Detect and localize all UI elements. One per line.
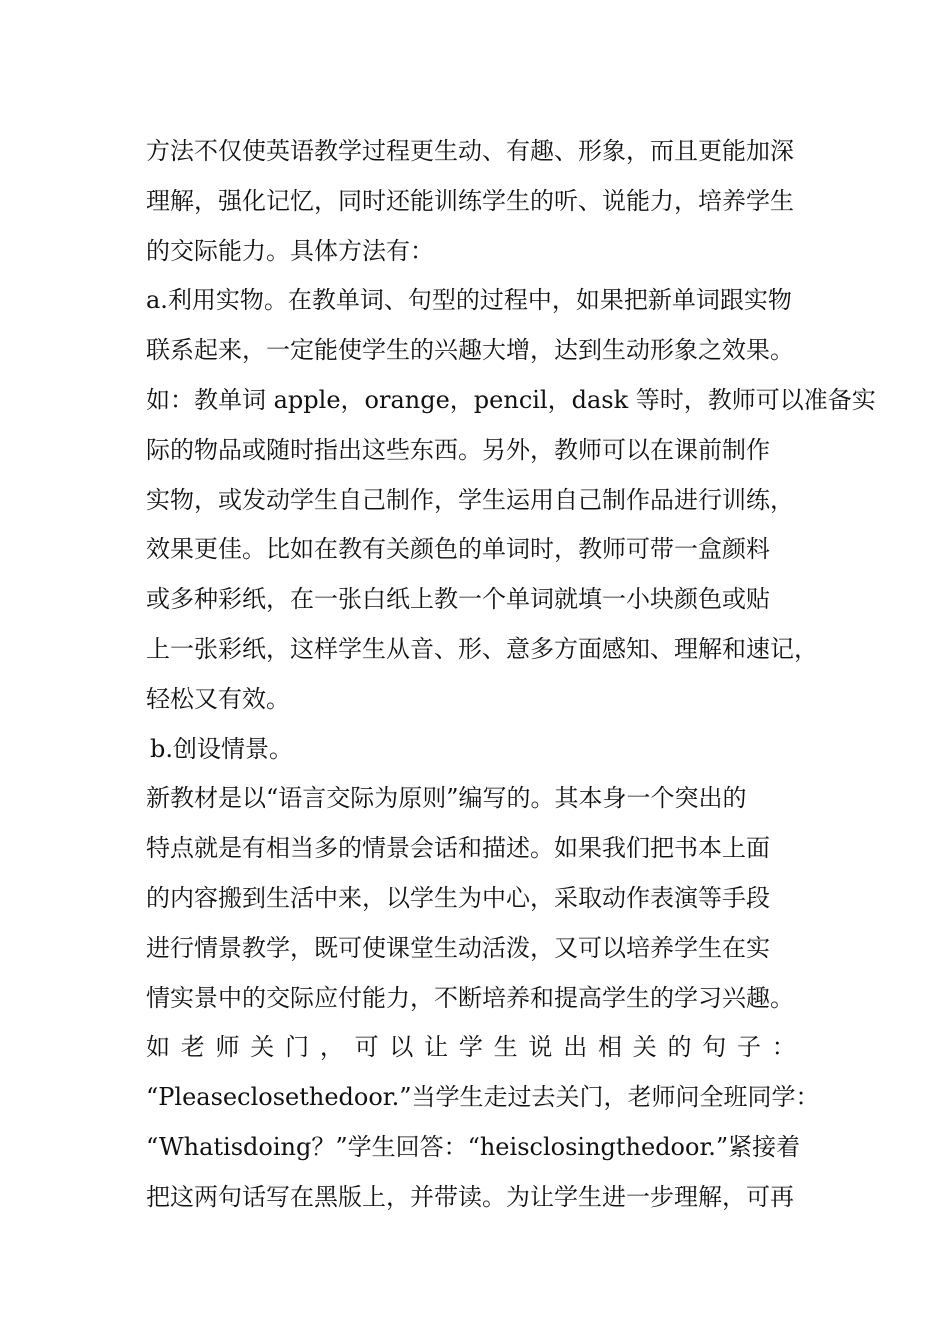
text-line: 理解，强化记忆，同时还能训练学生的听、说能力，培养学生	[146, 186, 794, 215]
list-item-a: a.利用实物。在教单词、句型的过程中，如果把新单词跟实物	[146, 286, 792, 315]
text-line: 方法不仅使英语教学过程更生动、有趣、形象，而且更能加深	[146, 137, 794, 165]
text-line: “Pleaseclosethedoor.”当学生走过去关门，老师问全班同学：	[146, 1083, 820, 1112]
spread-char: 的	[667, 1033, 692, 1062]
document-body	[146, 127, 876, 1223]
spread-char: 师	[215, 1033, 240, 1062]
spread-char: 相	[597, 1033, 622, 1062]
spread-char: 以	[389, 1033, 414, 1062]
text-line: 进行情景教学，既可使课堂生动活泼，又可以培养学生在实	[146, 933, 770, 962]
spread-char: 学	[458, 1033, 483, 1062]
spread-char: ：	[771, 1033, 796, 1062]
spread-char: 生	[493, 1033, 518, 1062]
text-line: 轻松又有效。	[146, 684, 290, 713]
text-line: 情实景中的交际应付能力，不断培养和提高学生的学习兴趣。	[146, 983, 794, 1012]
spread-char: 如	[146, 1033, 170, 1062]
text-line: 效果更佳。比如在教有关颜色的单词时，教师可带一盒颜料	[146, 535, 770, 564]
text-line: 特点就是有相当多的情景会话和描述。如果我们把书本上面	[146, 834, 770, 863]
text-line: 如：教单词 apple，orange，pencil，dask 等时，教师可以准备实	[146, 385, 876, 414]
spread-char: ，	[319, 1033, 344, 1062]
text-line: 或多种彩纸，在一张白纸上教一个单词就填一小块颜色或贴	[146, 585, 770, 614]
spread-char: 句	[702, 1033, 727, 1062]
spread-char: 子	[737, 1033, 762, 1062]
text-line: 把这两句话写在黑版上，并带读。为让学生进一步理解，可再	[146, 1182, 794, 1211]
spread-char: 可	[354, 1033, 379, 1062]
text-line: “Whatisdoing？”学生回答：“heisclosingthedoor.”紧接着	[146, 1132, 801, 1161]
spread-char: 说	[528, 1033, 553, 1062]
spread-char: 老	[180, 1033, 205, 1062]
text-line: 新教材是以“语言交际为原则”编写的。其本身一个突出的	[146, 784, 747, 813]
text-line: 的交际能力。具体方法有：	[146, 236, 434, 265]
spread-char: 让	[424, 1033, 449, 1062]
spread-char: 门	[285, 1033, 310, 1062]
text-line-spread	[146, 1023, 796, 1073]
spread-char: 关	[632, 1033, 657, 1062]
text-line: 实物，或发动学生自己制作，学生运用自己制作品进行训练，	[146, 485, 794, 514]
spread-char: 出	[563, 1033, 588, 1062]
text-line: 上一张彩纸，这样学生从音、形、意多方面感知、理解和速记，	[146, 634, 818, 663]
text-line: 的内容搬到生活中来，以学生为中心，采取动作表演等手段	[146, 883, 770, 912]
text-line: 联系起来，一定能使学生的兴趣大增，达到生动形象之效果。	[146, 336, 794, 365]
list-item-b: b.创设情景。	[150, 734, 293, 763]
text-line: 际的物品或随时指出这些东西。另外，教师可以在课前制作	[146, 435, 770, 464]
spread-char: 关	[250, 1033, 275, 1062]
